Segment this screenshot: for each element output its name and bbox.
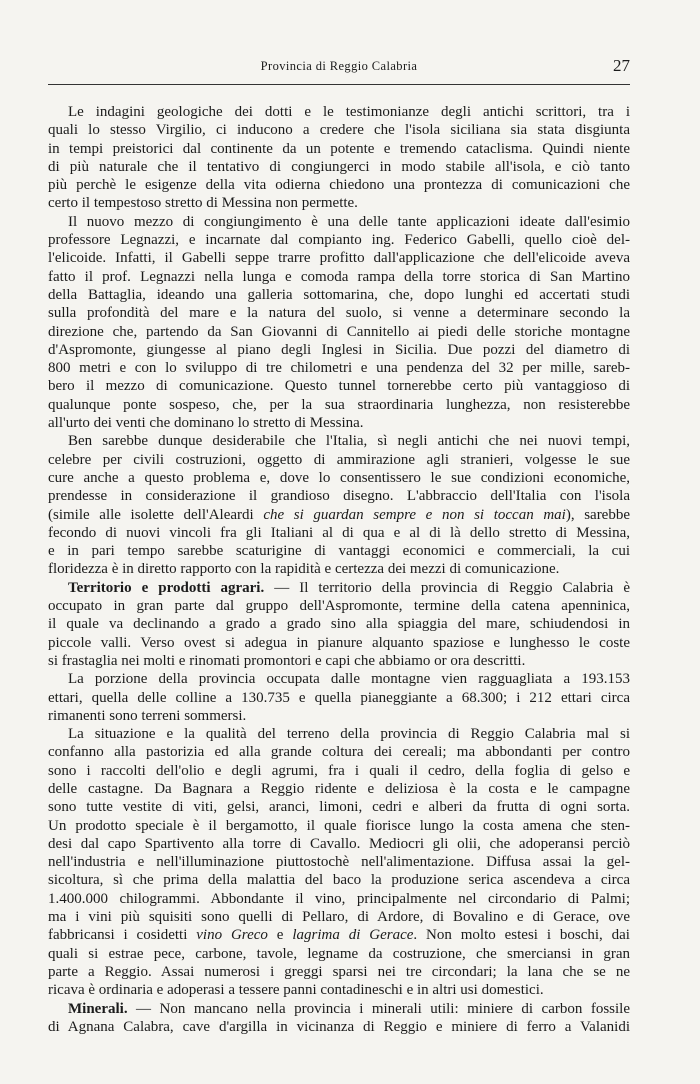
line-text: Il nuovo mezzo di congiungimento è una delle tante applicazioni ideate dall'esimio: [68, 213, 630, 230]
line-text: di Agnana Calabra, cave d'argilla in vicinanza di Reggio e miniere di ferro a Valanidi: [48, 1018, 630, 1035]
text-line: [48, 377, 630, 395]
text-line: [48, 286, 630, 304]
italic-text: che si guardan sempre e non si toccan mai: [263, 506, 566, 523]
line-text: — Il territorio della provincia di Reggio Calabria è: [264, 579, 630, 596]
text-line: [48, 817, 630, 835]
line-text: desi dal capo Spartivento alla torre di Cavallo. Mediocri gli olii, che adoperansi perciò: [48, 835, 630, 852]
text-line: [48, 524, 630, 542]
line-text: fecondo di nuovi vincoli fra gli Italiani al di qua e al di là dello stretto di Messina,: [48, 524, 630, 541]
line-text: ), sarebbe: [565, 506, 630, 523]
text-line: [48, 249, 630, 267]
text-line: [48, 469, 630, 487]
text-line: [48, 835, 630, 853]
text-line: [48, 1000, 630, 1018]
line-text: di più naturale che il tentativo di congiungerci in modo stabile all'isola, e ciò tanto: [48, 158, 630, 175]
text-line: [48, 542, 630, 560]
text-line: [48, 853, 630, 871]
text-line: [48, 414, 630, 432]
line-text: prendesse in considerazione il grandioso disegno. L'abbraccio dell'Italia con l'isola: [48, 488, 630, 505]
line-text: . Non molto estesi i boschi, dai: [413, 927, 630, 944]
text-line: [48, 194, 630, 212]
line-text: direzione che, partendo da San Giovanni di Cannitello ai piedi delle storiche montagne: [48, 323, 630, 340]
line-text: delle castagne. Da Bagnara a Reggio ridente e deliziosa è la costa e le campagne: [48, 780, 630, 797]
text-line: [48, 304, 630, 322]
text-line: [48, 396, 630, 414]
line-text: professore Legnazzi, e incarnate dal compianto ing. Federico Gabelli, quello cioè del-: [48, 232, 630, 249]
line-text: floridezza è in diretto rapporto con la rapidità e certezza dei mezzi di comunicazione.: [48, 561, 560, 578]
text-line: [48, 579, 630, 597]
text-line: [48, 926, 630, 944]
italic-text: lagrima di Gerace: [292, 927, 414, 944]
line-text: della Battaglia, ideando una galleria sottomarina, che, dopo lunghi ed accertati studi: [48, 286, 630, 303]
text-line: [48, 451, 630, 469]
line-text: (simile alle isolette dell'Aleardi: [48, 506, 264, 523]
line-text: ricava è ordinaria e adoperasi a tessere panni contadineschi e in altri usi domestici.: [48, 982, 544, 999]
running-header-title: Provincia di Reggio Calabria: [260, 59, 418, 73]
line-text: sicoltura, sì che prima della malattia del baco la produzione serica ascendeva a circa: [48, 872, 630, 889]
text-line: [48, 487, 630, 505]
line-text: La situazione e la qualità del terreno della provincia di Reggio Calabria mal si: [68, 726, 630, 743]
text-line: [48, 725, 630, 743]
running-header: [48, 54, 630, 80]
header-rule: [48, 84, 630, 85]
text-line: [48, 560, 630, 578]
line-text: fatto il prof. Legnazzi nella lunga e comoda rampa della torre storica di San Martino: [48, 268, 630, 285]
text-line: [48, 963, 630, 981]
line-text: piccole valli. Verso ovest si adegua in pianure alquanto spaziose e lunghesso le coste: [48, 634, 630, 651]
text-line: [48, 176, 630, 194]
text-line: [48, 1018, 630, 1036]
text-line: [48, 268, 630, 286]
line-text: La porzione della provincia occupata dalle montagne vien ragguagliata a 193.153: [68, 671, 630, 688]
section-heading: Territorio e prodotti agrari.: [68, 579, 265, 596]
line-text: il quale va declinando a grado a grado sino alla spiaggia del mare, schiudendosi in: [48, 616, 630, 633]
italic-text: vino Greco: [196, 927, 268, 944]
line-text: qualunque ponte sospeso, che, per la sua straordinaria lunghezza, non resisterebbe: [48, 396, 630, 413]
line-text: in tempi preistorici dal continente da un potente e tremendo cataclisma. Quindi niente: [48, 140, 630, 157]
text-line: [48, 213, 630, 231]
text-line: [48, 890, 630, 908]
section-heading: Minerali.: [68, 1000, 128, 1017]
text-line: [48, 798, 630, 816]
line-text: bero il mezzo di comunicazione. Questo tunnel tornerebbe certo più vantaggioso di: [48, 378, 630, 395]
text-line: [48, 762, 630, 780]
text-line: [48, 689, 630, 707]
line-text: Un prodotto speciale è il bergamotto, il quale fiorisce lungo la costa amena che sten-: [48, 817, 630, 834]
line-text: e: [267, 927, 293, 944]
text-line: [48, 670, 630, 688]
line-text: sono tutte vestite di viti, gelsi, aranci, limoni, cedri e alberi da frutta di ogni sorta.: [48, 799, 630, 816]
line-text: e in pari tempo sarebbe scaturigine di vantaggi economici e commerciali, la cui: [48, 543, 630, 560]
text-line: [48, 359, 630, 377]
line-text: fabbricansi i cosidetti: [48, 927, 197, 944]
line-text: confanno alla pastorizia ed alla grande coltura dei cereali; ma abbondanti per contro: [48, 744, 630, 761]
text-line: [48, 908, 630, 926]
text-line: [48, 341, 630, 359]
text-line: [48, 506, 630, 524]
text-line: [48, 945, 630, 963]
text-line: [48, 615, 630, 633]
line-text: ettari, quella delle colline a 130.735 e quella pianeggiante a 68.300; i 212 ettari circa: [48, 689, 630, 706]
line-text: più perchè le esigenze della vita odierna chiedono una prontezza di comunicazioni che: [48, 177, 630, 194]
line-text: quali lo stesso Virgilio, ci inducono a credere che l'isola siciliana sia stata disgiunta: [48, 122, 630, 139]
text-line: [48, 981, 630, 999]
line-text: cure anche a questo problema e, dove lo consentissero le sue condizioni economiche,: [48, 469, 630, 486]
text-line: [48, 780, 630, 798]
text-line: [48, 652, 630, 670]
text-line: [48, 743, 630, 761]
line-text: certo il tempestoso stretto di Messina non permette.: [48, 195, 358, 212]
line-text: Le indagini geologiche dei dotti e le testimonianze degli antichi scrittori, tra i: [68, 104, 630, 120]
text-line: [48, 231, 630, 249]
line-text: sono i raccolti dell'olio e degli agrumi, fra i quali il cedro, della foglia di gelso e: [48, 762, 630, 779]
text-line: [48, 158, 630, 176]
line-text: nell'industria e nell'illuminazione piuttostochè nell'alimentazione. Diffusa assai la gel-: [48, 854, 630, 871]
text-line: [48, 432, 630, 450]
page-number: 27: [613, 56, 630, 75]
line-text: Ben sarebbe dunque desiderabile che l'Italia, sì negli antichi che nei nuovi tempi,: [68, 433, 630, 450]
text-line: [48, 103, 630, 121]
line-text: quali si estrae pece, carbone, tavole, legname da costruzione, che smerciansi in gran: [48, 945, 630, 962]
text-line: [48, 140, 630, 158]
line-text: sulla profondità del mare e la natura del suolo, si venne a determinare secondo la: [48, 305, 630, 322]
text-line: [48, 121, 630, 139]
text-line: [48, 871, 630, 889]
line-text: — Non mancano nella provincia i minerali utili: miniere di carbon fossile: [127, 1000, 630, 1017]
line-text: all'urto dei venti che dominano lo stretto di Messina.: [48, 415, 364, 432]
text-line: [48, 707, 630, 725]
line-text: parte a Reggio. Assai numerosi i greggi sparsi nei tre circondari; la lana che se ne: [48, 963, 630, 980]
line-text: 800 metri e con lo sviluppo di tre chilometri e una pendenza del 32 per mille, sareb-: [48, 360, 630, 377]
line-text: celebre per civili costruzioni, oggetto di ammirazione agli stranieri, volgesse le sue: [48, 451, 630, 468]
line-text: l'elicoide. Infatti, il Gabelli seppe trarre profitto dall'applicazione che dell'elicoide aveva: [48, 250, 630, 267]
line-text: 1.400.000 chilogrammi. Abbondante il vino, principalmente nel circondario di Palmi;: [48, 890, 630, 907]
text-line: [48, 634, 630, 652]
text-line: [48, 597, 630, 615]
text-line: [48, 323, 630, 341]
line-text: ma i vini più squisiti sono quelli di Pellaro, di Ardore, di Bovalino e di Gerace, ove: [48, 909, 630, 926]
line-text: d'Aspromonte, giungesse al piano degli Inglesi in Sicilia. Due pozzi del diametro di: [48, 341, 630, 358]
line-text: occupato in gran parte dal gruppo dell'Aspromonte, termine della catena apenninica,: [48, 598, 630, 615]
line-text: rimanenti sono terreni sommersi.: [48, 707, 247, 724]
body-text: [48, 103, 630, 1036]
line-text: si frastaglia nei molti e rinomati promontori e capi che abbiamo or ora descritti.: [48, 652, 526, 669]
